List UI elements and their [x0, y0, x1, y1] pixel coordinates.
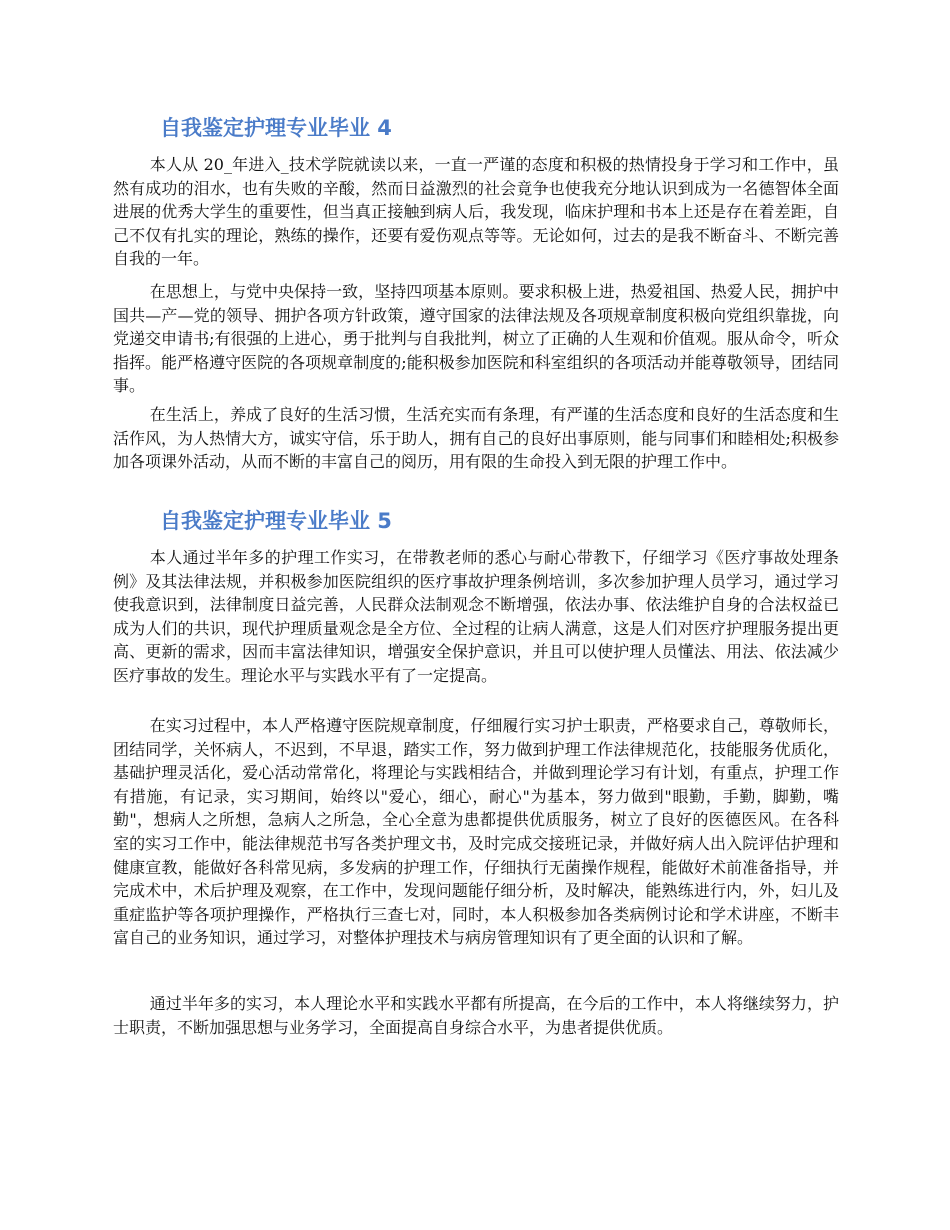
section-title: 自我鉴定护理专业毕业 5: [160, 509, 392, 533]
section-title: 自我鉴定护理专业毕业 4: [160, 116, 392, 140]
body-paragraph: 本人通过半年多的护理工作实习，在带教老师的悉心与耐心带教下，仔细学习《医疗事故处理条例》及其法律法规，并积极参加医院组织的医疗事故护理条例培训，多次参加护理人员学习，通过学习使我意识到，法律制度日益完善，人民群众法制观念不断增强，依法办事、依法维护自身的合法权益已成为人们的共识，现代护理质量观念是全方位、全过程的让病人满意，这是人们对医疗护理服务提出更高、更新的需求，因而丰富法律知识，增强安全保护意识，并且可以使护理人员懂法、用法、依法减少医疗事故的发生。理论水平与实践水平有了一定提高。: [113, 548, 839, 685]
body-paragraph: 在实习过程中，本人严格遵守医院规章制度，仔细履行实习护士职责，严格要求自己，尊敬师长，团结同学，关怀病人，不迟到，不早退，踏实工作，努力做到护理工作法律规范化，技能服务优质化，基础护理灵活化，爱心活动常常化，将理论与实践相结合，并做到理论学习有计划，有重点，护理工作有措施，有记录，实习期间，始终以"爱心，细心，耐心"为基本，努力做到"眼勤，手勤，脚勤，嘴勤"，想病人之所想，急病人之所急，全心全意为患都提供优质服务，树立了良好的医德医风。在各科室的实习工作中，能法律规范书写各类护理文书，及时完成交接班记录，并做好病人出入院评估护理和健康宣教，能做好各科常见病，多发病的护理工作，仔细执行无菌操作规程，能做好术前准备指导，并完成术中，术后护理及观察，在工作中，发现问题能仔细分析，及时解决，能熟练进行内，外，妇儿及重症监护等各项护理操作，严格执行三查七对，同时，本人积极参加各类病例讨论和学术讲座，不断丰富自己的业务知识，通过学习，对整体护理技术与病房管理知识有了更全面的认识和了解。: [113, 716, 839, 948]
body-paragraph: 在生活上，养成了良好的生活习惯，生活充实而有条理，有严谨的生活态度和良好的生活态度和生活作风，为人热情大方，诚实守信，乐于助人，拥有自己的良好出事原则，能与同事们和睦相处;积极参加各项课外活动，从而不断的丰富自己的阅历，用有限的生命投入到无限的护理工作中。: [113, 405, 839, 472]
body-paragraph: 通过半年多的实习，本人理论水平和实践水平都有所提高，在今后的工作中，本人将继续努力，护士职责，不断加强思想与业务学习，全面提高自身综合水平，为患者提供优质。: [113, 994, 839, 1037]
body-paragraph: 本人从 20_年进入_技术学院就读以来，一直一严谨的态度和积极的热情投身于学习和工作中，虽然有成功的泪水，也有失败的辛酸，然而日益激烈的社会竟争也使我充分地认识到成为一名德智体全面进展的优秀大学生的重要性，但当真正接触到病人后，我发现，临床护理和书本上还是存在着差距，自己不仅有扎实的理论，熟练的操作，还要有爱伤观点等等。无论如何，过去的是我不断奋斗、不断完善自我的一年。: [113, 155, 839, 269]
body-paragraph: 在思想上，与党中央保持一致，坚持四项基本原则。要求积极上进，热爱祖国、热爱人民，拥护中国共—产—党的领导、拥护各项方针政策，遵守国家的法律法规及各项规章制度积极向党组织靠拢，向党递交申请书;有很强的上进心，勇于批判与自我批判，树立了正确的人生观和价值观。服从命令，听众指挥。能严格遵守医院的各项规章制度的;能积极参加医院和科室组织的各项活动并能尊敬领导，团结同事。: [113, 282, 839, 396]
